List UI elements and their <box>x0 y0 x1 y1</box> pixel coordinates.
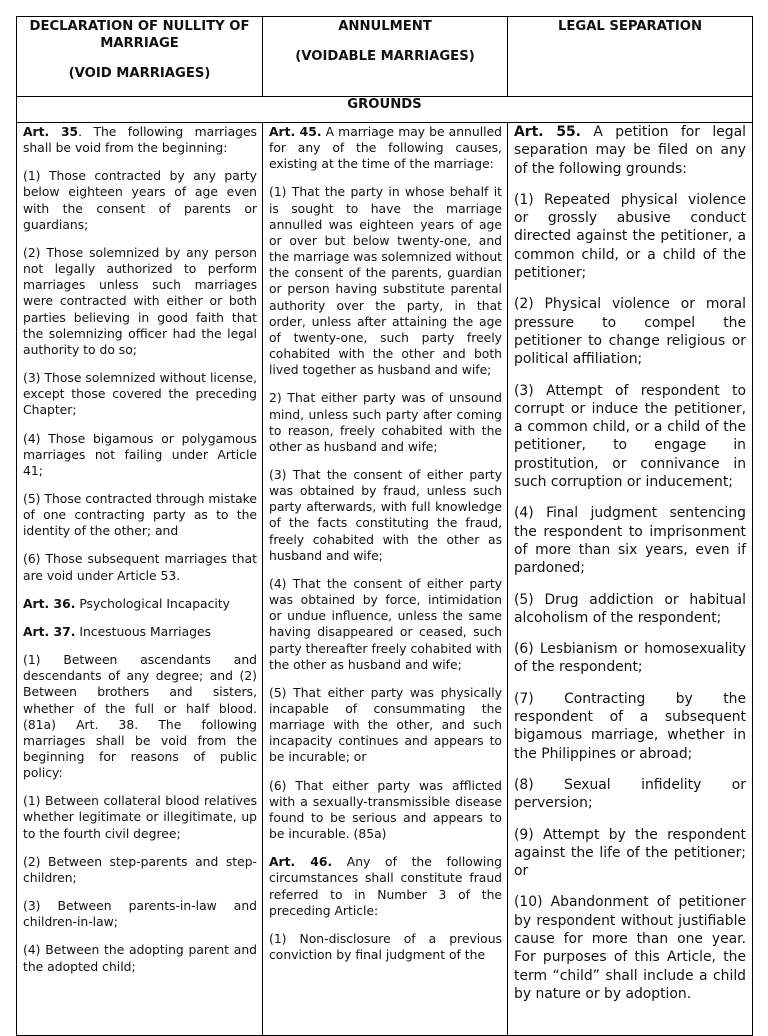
paragraph-text: . The following marriages shall be void from the beginning: <box>23 125 257 156</box>
paragraph <box>23 431 257 479</box>
paragraph-text: (6) Those subsequent marriages that are void under Article 53. <box>23 552 257 583</box>
paragraph-text: A petition for legal separation may be filed on any of the following grounds: <box>514 124 747 177</box>
paragraph <box>23 551 257 583</box>
header-subtitle-voidable: (VOIDABLE MARRIAGES) <box>295 49 475 64</box>
paragraph-text: (1) That the party in whose behalf it is sought to have the marriage annulled was eighteen years of age or over but below twenty-one, and the marriage was solemnized without the consent of the parents, guardian or person having substitute parental authority over the party, in that order, unless after attaining the age of twenty-one, such party freely cohabited with the other and both lived together as husband and wife; <box>269 185 502 378</box>
paragraph <box>269 778 502 843</box>
article-number: Art. 46. <box>269 855 333 870</box>
paragraph-text: (2) Between step-parents and step-children; <box>23 854 257 885</box>
header-title-legal-separation: LEGAL SEPARATION <box>557 19 703 34</box>
article-number: Art. 37. <box>23 624 76 639</box>
column-legal-separation <box>508 123 752 1035</box>
paragraph <box>23 491 257 539</box>
paragraph <box>514 123 746 178</box>
paragraph <box>269 184 502 378</box>
paragraph <box>514 826 746 881</box>
paragraph-text: (4) That the consent of either party was obtained by force, intimidation or undue influence, unless the same having disappeared or ceased, such party thereafter freely cohabited with the other as husband and wife; <box>269 576 502 672</box>
paragraph-text: (10) Abandonment of petitioner by respondent without justifiable cause for more than one year. For purposes of this Article, the term “child” shall include a child by nature or by adoption. <box>514 894 746 1002</box>
header-title-nullity: DECLARATION OF NULLITY OF MARRIAGE <box>29 19 250 51</box>
paragraph <box>23 370 257 418</box>
paragraph <box>269 576 502 673</box>
paragraph <box>23 854 257 886</box>
paragraph-text: (3) Those solemnized without license, except those covered the preceding Chapter; <box>23 371 257 418</box>
paragraph-text: (2) Physical violence or moral pressure to compel the petitioner to change religious or political affiliation; <box>514 296 746 368</box>
paragraph <box>514 893 746 1003</box>
paragraph-text: (3) That the consent of either party was obtained by fraud, unless such party afterwards, with full knowledge of the facts constituting the fraud, freely cohabited with the other as husband and wife; <box>269 467 502 563</box>
paragraph <box>514 690 746 763</box>
column-void-marriages <box>17 123 263 1035</box>
header-cell-nullity <box>17 17 263 96</box>
paragraph-text: (6) Lesbianism or homosexuality of the respondent; <box>514 641 746 676</box>
paragraph-text: (3) Between parents-in-law and children-in-law; <box>23 899 257 930</box>
header-cell-legal-separation <box>508 17 752 96</box>
paragraph <box>269 685 502 766</box>
paragraph-text: (4) Between the adopting parent and the adopted child; <box>23 943 257 974</box>
paragraph <box>514 382 746 492</box>
paragraph-text: (2) Those solemnized by any person not legally authorized to perform marriages unless such marriages were contracted with either or both parties believing in good faith that the solemnizing officer had the legal authority to do so; <box>23 245 257 357</box>
paragraph <box>514 640 746 677</box>
article-number: Art. 55. <box>514 124 581 140</box>
paragraph <box>514 191 746 282</box>
paragraph-text: (4) Those bigamous or polygamous marriages not failing under Article 41; <box>23 431 257 478</box>
paragraph-text: (3) Attempt of respondent to corrupt or induce the petitioner, a common child, or a child of the petitioner, to engage in prostitution, or connivance in such corruption or inducement; <box>514 382 746 491</box>
paragraph-text: (5) That either party was physically incapable of consummating the marriage with the other, and such incapacity continues and appears to be incurable; or <box>269 685 502 765</box>
grounds-row <box>17 96 752 123</box>
paragraph <box>23 652 257 781</box>
paragraph-text: 2) That either party was of unsound mind, unless such party after coming to reason, freely cohabited with the other as husband and wife; <box>269 391 502 454</box>
paragraph-text: (7) Contracting by the respondent of a subsequent bigamous marriage, whether in the Philippines or abroad; <box>514 690 746 762</box>
grounds-label: GROUNDS <box>347 97 422 112</box>
paragraph-text: (1) Repeated physical violence or grossly abusive conduct directed against the petitioner, a common child, or a child of the petitioner; <box>514 191 746 282</box>
header-subtitle-void: (VOID MARRIAGES) <box>68 66 211 81</box>
header-title-annulment: ANNULMENT <box>338 19 432 34</box>
paragraph <box>23 245 257 358</box>
paragraph-text: (4) Final judgment sentencing the respondent to imprisonment of more than six years, even if pardoned; <box>514 505 746 577</box>
paragraph <box>23 624 257 640</box>
paragraph <box>23 124 257 156</box>
paragraph <box>23 793 257 841</box>
paragraph <box>269 854 502 919</box>
paragraph-text: (5) Drug addiction or habitual alcoholism of the respondent; <box>514 591 746 626</box>
paragraph <box>23 898 257 930</box>
paragraph <box>514 504 746 577</box>
paragraph <box>514 591 746 628</box>
paragraph-text: (5) Those contracted through mistake of one contracting party as to the identity of the other; and <box>23 491 257 539</box>
comparison-table <box>16 16 753 1036</box>
article-number: Art. 35 <box>23 125 79 139</box>
article-number: Art. 45. <box>269 125 322 139</box>
article-number: Art. 36. <box>23 596 76 611</box>
table-header-row <box>17 17 752 97</box>
paragraph-text: (1) Between collateral blood relatives whether legitimate or illegitimate, up to the fourth civil degree; <box>23 794 257 841</box>
paragraph-text: Psychological Incapacity <box>75 596 230 611</box>
column-voidable-marriages <box>263 123 508 1035</box>
paragraph <box>23 168 257 233</box>
paragraph-text: (6) That either party was afflicted with a sexually-transmissible disease found to be serious and appears to be incurable. (85a) <box>269 778 502 842</box>
paragraph-text: Incestuous Marriages <box>75 624 212 639</box>
paragraph <box>23 942 257 974</box>
paragraph <box>269 931 502 963</box>
paragraph <box>269 467 502 564</box>
paragraph <box>269 390 502 455</box>
paragraph <box>23 596 257 612</box>
paragraph-text: (8) Sexual infidelity or perversion; <box>514 776 746 812</box>
paragraph-text: (1) Between ascendants and descendants of any degree; and (2) Between brothers and sisters, whether of the full or half blood. (81a) Art. 38. The following marriages shall be void from the beginning for reasons of public policy: <box>23 653 257 781</box>
paragraph-text: (1) Non-disclosure of a previous conviction by final judgment of the <box>269 931 502 963</box>
paragraph-text: (9) Attempt by the respondent against the life of the petitioner; or <box>514 826 746 880</box>
paragraph-text: (1) Those contracted by any party below eighteen years of age even with the consent of parents or guardians; <box>23 169 257 232</box>
paragraph-text: Any of the following circumstances shall constitute fraud referred to in Number 3 of the preceding Article: <box>269 855 502 918</box>
paragraph <box>269 124 502 172</box>
paragraph-text: A marriage may be annulled for any of the following causes, existing at the time of the marriage: <box>269 125 502 172</box>
paragraph <box>514 776 746 813</box>
header-cell-annulment <box>263 17 508 96</box>
paragraph <box>514 295 746 368</box>
